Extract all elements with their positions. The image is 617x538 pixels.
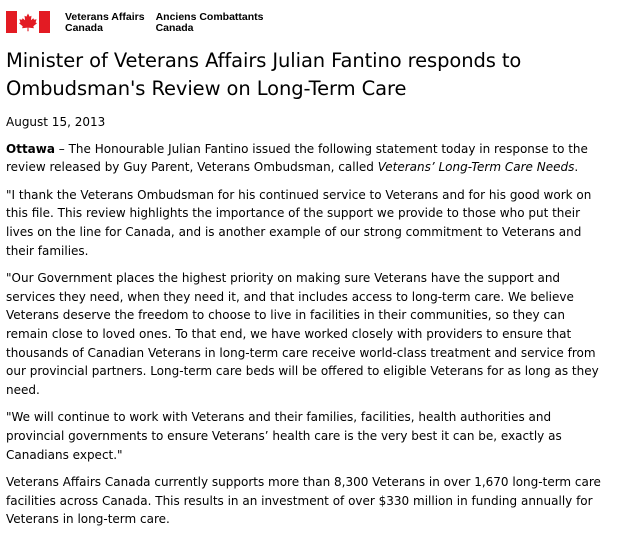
quote-paragraph-3: "We will continue to work with Veterans and their families, facilities, health authorities and provincial governments to ensure Veterans’ health care is the very best it can be, exactly as Canadians expect." bbox=[6, 410, 562, 462]
canada-flag-icon bbox=[6, 11, 50, 33]
department-name-en-line2: Canada bbox=[65, 22, 103, 34]
department-name-fr bbox=[156, 12, 264, 34]
article-title: Minister of Veterans Affairs Julian Fantino responds to Ombudsman's Review on Long-Term Care bbox=[6, 49, 522, 100]
intro-text: – The Honourable Julian Fantino issued the following statement today in response to the review released by Guy Parent, Veterans Ombudsman, called bbox=[6, 141, 588, 175]
quote-paragraph-2: "Our Government places the highest priority on making sure Veterans have the support and services they need, when they need it, and that includes access to long-term care. We believe Veterans deserve the freedom to choose to live in facilities in their communities, so they can remain close to loved ones. To that end, we have worked closely with providers to ensure that thousands of Canadian Veterans in long-term care receive world-class treatment and service from our provincial partners. Long-term care beds will be offered to eligible Veterans for as long as they need. bbox=[6, 271, 599, 397]
department-header bbox=[6, 11, 264, 35]
department-name-en-line1: Veterans Affairs bbox=[65, 11, 145, 23]
quote-paragraph-1: "I thank the Veterans Ombudsman for his continued service to Veterans and for his good work on this file. This review highlights the importance of the support we provide to those who put their lives on the line for Canada, and is another example of our strong commitment to Veterans and their families. bbox=[6, 187, 592, 258]
report-title: Veterans’ Long-Term Care Needs bbox=[377, 160, 575, 175]
intro-end: . bbox=[574, 160, 579, 175]
article-date: August 15, 2013 bbox=[6, 115, 106, 129]
department-name-fr-line1: Anciens Combattants bbox=[155, 11, 264, 23]
article-body bbox=[6, 113, 610, 538]
closing-paragraph: Veterans Affairs Canada currently supports more than 8,300 Veterans in over 1,670 long-term care facilities across Canada. This results in an investment of over $330 million in funding annually for Veterans in long-term care. bbox=[6, 475, 601, 527]
department-name-en bbox=[65, 12, 145, 34]
intro-paragraph bbox=[6, 140, 610, 177]
dateline: Ottawa bbox=[6, 141, 55, 156]
department-name-fr-line2: Canada bbox=[155, 22, 194, 34]
